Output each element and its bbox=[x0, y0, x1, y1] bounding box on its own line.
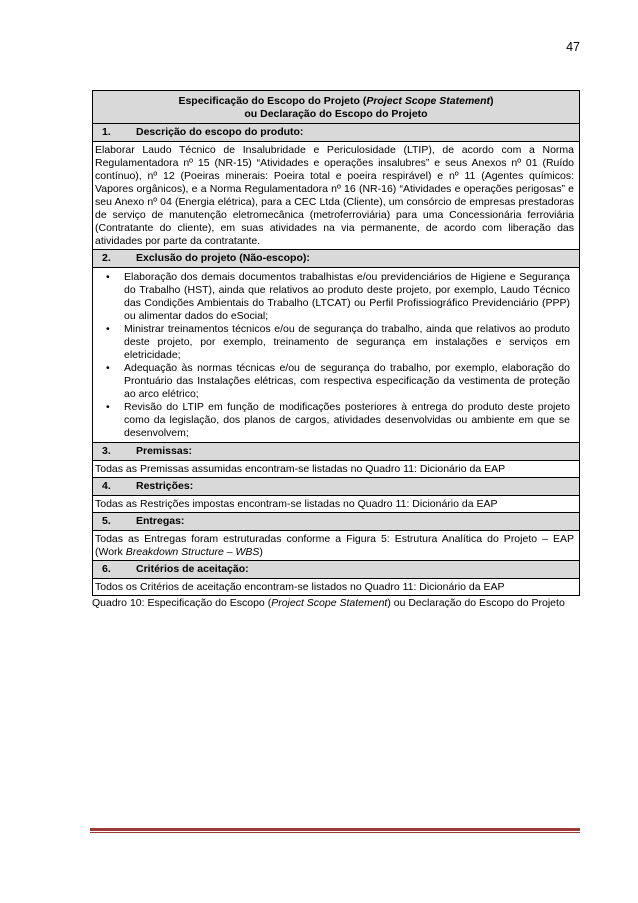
bullet-icon: • bbox=[106, 323, 110, 335]
page-number: 47 bbox=[566, 40, 580, 54]
section-heading: Restrições: bbox=[136, 480, 194, 492]
exclusao-list bbox=[95, 271, 574, 440]
entregas-text-suffix: ) bbox=[259, 546, 263, 558]
section-body-row bbox=[93, 268, 580, 443]
section-body-row bbox=[93, 579, 580, 596]
section-header-row bbox=[93, 513, 580, 531]
section-header-premissas bbox=[93, 443, 580, 461]
premissas-text: Todas as Premissas assumidas encontram-se listadas no Quadro 11: Dicionário da EAP bbox=[93, 461, 580, 478]
list-item bbox=[95, 401, 570, 440]
section-number: 3. bbox=[102, 445, 111, 457]
criterios-text: Todos os Critérios de aceitação encontram-se listados no Quadro 11: Dicionário da EAP bbox=[93, 579, 580, 596]
table-caption bbox=[92, 597, 582, 610]
table-title-prefix: Especificação do Escopo do Projeto ( bbox=[178, 95, 367, 107]
section-body-row bbox=[93, 461, 580, 478]
section-number: 5. bbox=[102, 515, 111, 527]
section-header-entregas bbox=[93, 513, 580, 531]
section-header-descricao bbox=[93, 124, 580, 142]
section-heading: Entregas: bbox=[136, 515, 185, 527]
caption-italic: Project Scope Statement bbox=[271, 597, 388, 609]
list-item bbox=[95, 271, 570, 323]
table-title bbox=[93, 91, 580, 124]
list-item bbox=[95, 362, 570, 401]
scope-statement-table bbox=[92, 90, 580, 596]
list-item-text: Revisão do LTIP em função de modificações posteriores à entrega do produto deste projeto como da legislação, dos planos de cargos, atividades desenvolvidas ou ambiente em que se desenvolvem; bbox=[124, 401, 570, 439]
section-number: 2. bbox=[102, 252, 111, 264]
exclusao-list-cell bbox=[93, 268, 580, 443]
bullet-icon: • bbox=[106, 401, 110, 413]
bullet-icon: • bbox=[106, 271, 110, 283]
list-item-text: Ministrar treinamentos técnicos e/ou de segurança do trabalho, ainda que relativos ao produto deste projeto, por exemplo, treinamento de segurança em instalações e serviços em eletricidade; bbox=[124, 323, 570, 361]
entregas-text-prefix: Todas as Entregas foram estruturadas conforme a Figura 5: Estrutura Analítica do Projeto – EAP (Work bbox=[95, 533, 574, 558]
section-header-row bbox=[93, 561, 580, 579]
table-title-line2: ou Declaração do Escopo do Projeto bbox=[244, 108, 428, 120]
descricao-text: Elaborar Laudo Técnico de Insalubridade e Periculosidade (LTIP), de acordo com a Norma Regulamentadora nº 15 (NR-15) “Atividades e operações insalubres” e seus Anexos nº 01 (Ruído contínuo), nº 12 (Poeiras minerais: Poeira total e poeira respirável) e nº 11 (Agentes químicos: Vapores orgânicos), e a Norma Regulamentadora nº 16 (NR-16) “Atividades e operações perigosas” e seu Anexo nº 04 (Energia elétrica), para a CEC Ltda (Cliente), um consórcio de empresas prestadoras de serviço de manutenção eletromecânica (metroferroviária) para uma Concessionária ferroviária (Contratante do cliente), em suas atividades na via permanente, de acordo com liberação das atividades por parte da contratante. bbox=[93, 142, 580, 250]
section-header-criterios bbox=[93, 561, 580, 579]
caption-suffix: ) ou Declaração do Escopo do Projeto bbox=[387, 597, 565, 609]
section-number: 1. bbox=[102, 126, 111, 138]
section-heading: Critérios de aceitação: bbox=[136, 563, 249, 575]
entregas-text bbox=[93, 531, 580, 561]
section-header-restricoes bbox=[93, 478, 580, 496]
section-header-row bbox=[93, 478, 580, 496]
table-title-row bbox=[93, 91, 580, 124]
section-heading: Descrição do escopo do produto: bbox=[136, 126, 304, 138]
section-header-row bbox=[93, 124, 580, 142]
list-item bbox=[95, 323, 570, 362]
entregas-text-italic: Breakdown Structure – WBS bbox=[125, 546, 260, 558]
section-header-row bbox=[93, 443, 580, 461]
restricoes-text: Todas as Restrições impostas encontram-se listadas no Quadro 11: Dicionário da EAP bbox=[93, 496, 580, 513]
list-item-text: Elaboração dos demais documentos trabalhistas e/ou previdenciários de Higiene e Segurança do Trabalho (HST), ainda que relativos ao produto deste projeto, por exemplo, Laudo Técnico das Condições Ambientais do Trabalho (LTCAT) ou Perfil Profissiográfico Previdenciário (PPP) ou alimentar dados do eSocial; bbox=[124, 271, 570, 322]
section-number: 6. bbox=[102, 563, 111, 575]
footer-rule bbox=[90, 828, 580, 831]
section-body-row bbox=[93, 142, 580, 250]
table-title-suffix: ) bbox=[490, 95, 494, 107]
footer-rule-thin bbox=[90, 832, 580, 833]
bullet-icon: • bbox=[106, 362, 110, 374]
section-heading: Exclusão do projeto (Não-escopo): bbox=[136, 252, 310, 264]
section-heading: Premissas: bbox=[136, 445, 193, 457]
section-header-row bbox=[93, 250, 580, 268]
table-title-italic: Project Scope Statement bbox=[366, 95, 491, 107]
section-header-exclusao bbox=[93, 250, 580, 268]
section-body-row bbox=[93, 531, 580, 561]
caption-prefix: Quadro 10: Especificação do Escopo ( bbox=[92, 597, 272, 609]
section-body-row bbox=[93, 496, 580, 513]
section-number: 4. bbox=[102, 480, 111, 492]
list-item-text: Adequação às normas técnicas e/ou de segurança do trabalho, por exemplo, elaboração do Prontuário das Instalações elétricas, com respectiva especificação da vestimenta de proteção ao arco elétrico; bbox=[124, 362, 570, 400]
